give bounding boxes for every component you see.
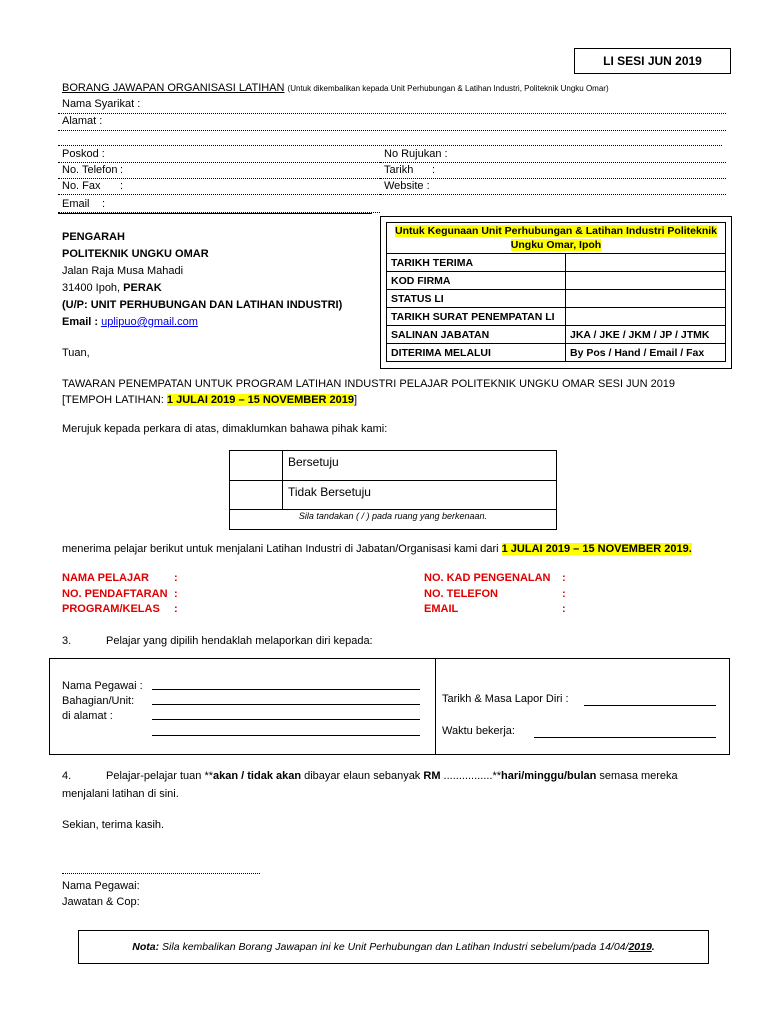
merujuk-text: Merujuk kepada perkara di atas, dimaklumkan bahawa pihak kami: — [62, 423, 388, 435]
nama-pegawai-input[interactable] — [152, 689, 420, 690]
closing-nama-pegawai: Nama Pegawai: — [62, 880, 140, 892]
office-row-value[interactable]: JKA / JKE / JKM / JP / JTMK — [566, 326, 726, 344]
tempoh-close: ] — [354, 394, 358, 406]
tidak-bersetuju-label: Tidak Bersetuju — [282, 481, 556, 510]
agreement-box — [229, 450, 557, 530]
section4-text — [106, 770, 678, 782]
no-fax-field[interactable] — [58, 180, 380, 195]
menerima-body: menerima pelajar berikut untuk menjalani Latihan Industri di Jabatan/Organisasi kami dari — [62, 543, 502, 555]
tarikh-masa-label: Tarikh & Masa Lapor Diri : — [442, 693, 569, 705]
tarikh-field[interactable] — [380, 164, 726, 179]
no-telefon-student-label: NO. TELEFON — [424, 587, 498, 600]
student-info — [62, 571, 682, 618]
program-kelas-label: PROGRAM/KELAS — [62, 603, 160, 615]
form-subtitle: (Untuk dikembalikan kepada Unit Perhubungan & Latihan Industri, Politeknik Ungku Omar) — [287, 84, 609, 93]
tarikh-colon: : — [432, 164, 436, 176]
address-line-1: PENGARAH — [62, 231, 125, 243]
section4-t3: dibayar elaun sebanyak — [301, 770, 424, 782]
bahagian-label: Bahagian/Unit: — [62, 695, 135, 707]
nama-pelajar-label: NAMA PELAJAR — [62, 572, 149, 584]
office-row-label: SALINAN JABATAN — [387, 326, 566, 344]
sekian: Sekian, terima kasih. — [62, 819, 165, 831]
nama-syarikat-field[interactable] — [58, 98, 726, 114]
nota-year: 2019 — [628, 941, 652, 953]
address-line-2: POLITEKNIK UNGKU OMAR — [62, 248, 209, 260]
form-underline — [58, 213, 372, 214]
closing-jawatan: Jawatan & Cop: — [62, 896, 140, 908]
office-row-value[interactable] — [566, 272, 726, 290]
no-fax-colon: : — [120, 180, 124, 192]
address-postcode: 31400 Ipoh, — [62, 282, 124, 294]
nota-end: . — [651, 941, 655, 953]
waktu-input[interactable] — [534, 737, 716, 738]
subject — [62, 376, 742, 408]
address-state: PERAK — [123, 282, 162, 294]
section4-line2: menjalani latihan di sini. — [62, 788, 179, 800]
subject-line: TAWARAN PENEMPATAN UNTUK PROGRAM LATIHAN INDUSTRI PELAJAR POLITEKNIK UNGKU OMAR SESI JUN 2019 — [62, 378, 676, 390]
session-box: LI SESI JUN 2019 — [574, 48, 731, 74]
waktu-label: Waktu bekerja: — [442, 725, 515, 737]
section4-rm: RM — [423, 770, 441, 782]
nota-text: Sila kembalikan Borang Jawapan ini ke Unit Perhubungan dan Latihan Industri sebelum/pada 14/04/ — [159, 941, 629, 953]
office-row — [387, 254, 726, 272]
no-telefon-student-colon[interactable]: : — [562, 587, 566, 600]
poskod-label: Poskod : — [62, 148, 105, 160]
section3-num: 3. — [62, 635, 72, 647]
address-line-5: (U/P: UNIT PERHUBUNGAN DAN LATIHAN INDUSTRI) — [62, 299, 343, 311]
address-email-label: Email : — [62, 316, 102, 328]
poskod-field[interactable] — [58, 148, 380, 163]
signature-line[interactable] — [62, 873, 260, 874]
menerima-dates: 1 JULAI 2019 – 15 NOVEMBER 2019. — [501, 543, 692, 555]
address-line-4 — [62, 280, 342, 297]
section4-num: 4. — [62, 770, 72, 782]
bersetuju-label: Bersetuju — [282, 451, 556, 481]
no-telefon-field[interactable] — [58, 164, 380, 179]
tempoh-dates: 1 JULAI 2019 – 15 NOVEMBER 2019 — [166, 394, 355, 406]
nama-syarikat-label: Nama Syarikat : — [62, 98, 141, 110]
section4-period[interactable]: hari/minggu/bulan — [501, 770, 597, 782]
section4-t5[interactable]: ................** — [440, 770, 502, 782]
sila-tandakan: Sila tandakan ( / ) pada ruang yang berkenaan. — [298, 511, 488, 521]
alamat-label: Alamat : — [62, 115, 103, 127]
alamat-input[interactable] — [152, 719, 420, 720]
office-row-label: TARIKH SURAT PENEMPATAN LI — [387, 308, 566, 326]
office-row-value[interactable] — [566, 290, 726, 308]
section3-text: Pelajar yang dipilih hendaklah melaporkan diri kepada: — [106, 635, 373, 647]
no-telefon-label: No. Telefon — [62, 164, 118, 176]
section4-akan[interactable]: akan / tidak akan — [213, 770, 302, 782]
alamat-input-2[interactable] — [152, 735, 420, 736]
office-row — [387, 290, 726, 308]
no-telefon-colon: : — [120, 164, 124, 176]
office-row-value[interactable] — [566, 254, 726, 272]
website-label: Website : — [384, 180, 430, 192]
office-row — [387, 326, 726, 344]
bersetuju-checkbox[interactable] — [230, 451, 283, 481]
no-rujukan-label: No Rujukan : — [384, 148, 448, 160]
form-title — [62, 82, 742, 94]
menerima-text — [62, 543, 692, 555]
office-use-table — [386, 222, 726, 362]
email-student-colon[interactable]: : — [562, 603, 566, 615]
address-block — [62, 229, 342, 331]
alamat-line2[interactable] — [58, 130, 722, 146]
bahagian-input[interactable] — [152, 704, 420, 705]
tarikh-label: Tarikh — [384, 164, 414, 176]
email-colon: : — [102, 198, 106, 210]
office-row-value[interactable] — [566, 308, 726, 326]
office-row — [387, 272, 726, 290]
office-row-label: STATUS LI — [387, 290, 566, 308]
office-row — [387, 308, 726, 326]
office-row-label: KOD FIRMA — [387, 272, 566, 290]
form-title-text: BORANG JAWAPAN ORGANISASI LATIHAN — [62, 82, 285, 94]
email-field[interactable] — [58, 198, 380, 213]
di-alamat-label: di alamat : — [62, 710, 113, 722]
nama-pelajar-colon[interactable]: : — [174, 572, 178, 584]
no-kad-label: NO. KAD PENGENALAN — [424, 572, 551, 584]
no-pendaftaran-colon[interactable]: : — [174, 587, 178, 600]
no-rujukan-field[interactable] — [380, 148, 726, 163]
salutation: Tuan, — [62, 347, 90, 359]
alamat-field[interactable] — [58, 115, 726, 131]
office-row-value[interactable]: By Pos / Hand / Email / Fax — [566, 344, 726, 362]
section4-t1: Pelajar-pelajar tuan ** — [106, 770, 214, 782]
office-row — [387, 344, 726, 362]
email-student-label: EMAIL — [424, 603, 459, 615]
no-kad-colon[interactable]: : — [562, 572, 566, 584]
office-use-box — [380, 216, 732, 369]
office-row-label: TARIKH TERIMA — [387, 254, 566, 272]
address-line-3: Jalan Raja Musa Mahadi — [62, 265, 184, 277]
office-use-header: Untuk Kegunaan Unit Perhubungan & Latihan Industri Politeknik Ungku Omar, Ipoh — [394, 225, 717, 251]
office-row-label: DITERIMA MELALUI — [387, 344, 566, 362]
address-email-link[interactable]: uplipuo@gmail.com — [101, 316, 198, 328]
no-fax-label: No. Fax — [62, 180, 101, 192]
tidak-bersetuju-checkbox[interactable] — [230, 481, 283, 510]
tarikh-masa-input[interactable] — [584, 705, 716, 706]
program-kelas-colon[interactable]: : — [174, 603, 178, 615]
website-field[interactable] — [380, 180, 726, 195]
tempoh-open: [TEMPOH LATIHAN: — [62, 394, 167, 406]
no-pendaftaran-label: NO. PENDAFTARAN — [62, 587, 168, 600]
nota-label: Nota: — [132, 941, 160, 953]
section4-t7: semasa mereka — [596, 770, 678, 782]
email-label: Email — [62, 198, 90, 210]
report-box — [49, 658, 730, 755]
nama-pegawai-label: Nama Pegawai : — [62, 680, 143, 692]
nota-box — [78, 930, 709, 964]
